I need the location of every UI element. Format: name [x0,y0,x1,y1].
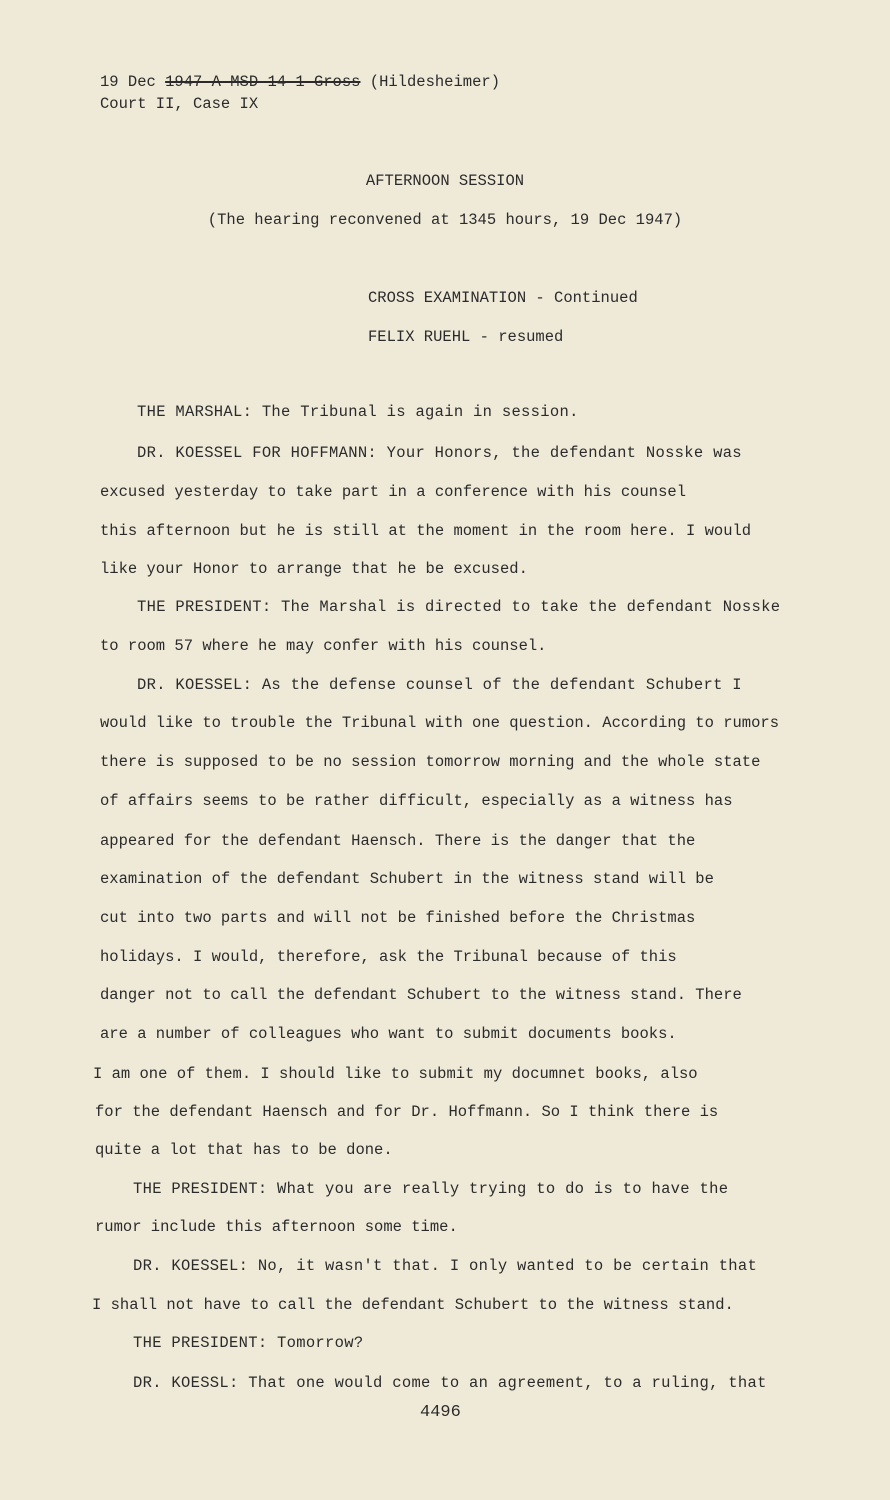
transcript-line: danger not to call the defendant Schubert to the witness stand. There [100,986,742,1004]
transcript-line: THE MARSHAL: The Tribunal is again in session. [137,403,579,421]
transcript-line: there is supposed to be no session tomorrow morning and the whole state [100,753,761,771]
header-line-1 [100,72,500,92]
transcript-line: DR. KOESSEL: As the defense counsel of the defendant Schubert I [137,676,742,694]
transcript-line: DR. KOESSEL FOR HOFFMANN: Your Honors, the defendant Nosske was [137,444,742,462]
transcript-line: DR. KOESSEL: No, it wasn't that. I only wanted to be certain that [133,1257,758,1275]
transcript-line: THE PRESIDENT: Tomorrow? [133,1334,364,1352]
transcript-line: for the defendant Haensch and for Dr. Hoffmann. So I think there is [95,1103,719,1121]
transcript-line: quite a lot that has to be done. [95,1141,393,1159]
transcript-line: would like to trouble the Tribunal with one question. According to rumors [100,714,780,732]
page-number: 4496 [420,1403,461,1422]
header-struck-reference: 1947-A-MSD-14-1-Gross [165,73,361,91]
reconvened-note: (The hearing reconvened at 1345 hours, 19 Dec 1947) [207,211,683,229]
transcript-line: are a number of colleagues who want to submit documents books. [100,1025,677,1043]
transcript-line: this afternoon but he is still at the moment in the room here. I would [100,522,752,540]
examination-title: CROSS EXAMINATION - Continued [368,289,638,307]
transcript-line: cut into two parts and will not be finished before the Christmas [100,909,696,927]
session-title: AFTERNOON SESSION [365,172,525,190]
transcript-line: THE PRESIDENT: The Marshal is directed to take the defendant Nosske [137,598,781,616]
transcript-line: I shall not have to call the defendant Schubert to the witness stand. [92,1296,734,1314]
transcript-line: to room 57 where he may confer with his counsel. [100,637,547,655]
transcript-line: THE PRESIDENT: What you are really trying to do is to have the [133,1180,729,1198]
transcript-line: of affairs seems to be rather difficult, especially as a witness has [100,792,733,810]
transcript-line: examination of the defendant Schubert in the witness stand will be [100,870,714,888]
witness-line: FELIX RUEHL - resumed [368,328,564,346]
header-court-case: Court II, Case IX [100,95,259,113]
header-date: 19 Dec [100,73,166,91]
transcript-line: appeared for the defendant Haensch. There is the danger that the [100,832,696,850]
header-witness-name: (Hildesheimer) [360,73,500,91]
transcript-line: like your Honor to arrange that he be excused. [100,560,528,578]
transcript-line: I am one of them. I should like to submit my documnet books, also [93,1065,698,1083]
transcript-line: DR. KOESSL: That one would come to an agreement, to a ruling, that [133,1374,767,1392]
transcript-line: holidays. I would, therefore, ask the Tribunal because of this [100,948,677,966]
transcript-line: rumor include this afternoon some time. [95,1218,458,1236]
transcript-line: excused yesterday to take part in a conference with his counsel [100,483,686,501]
